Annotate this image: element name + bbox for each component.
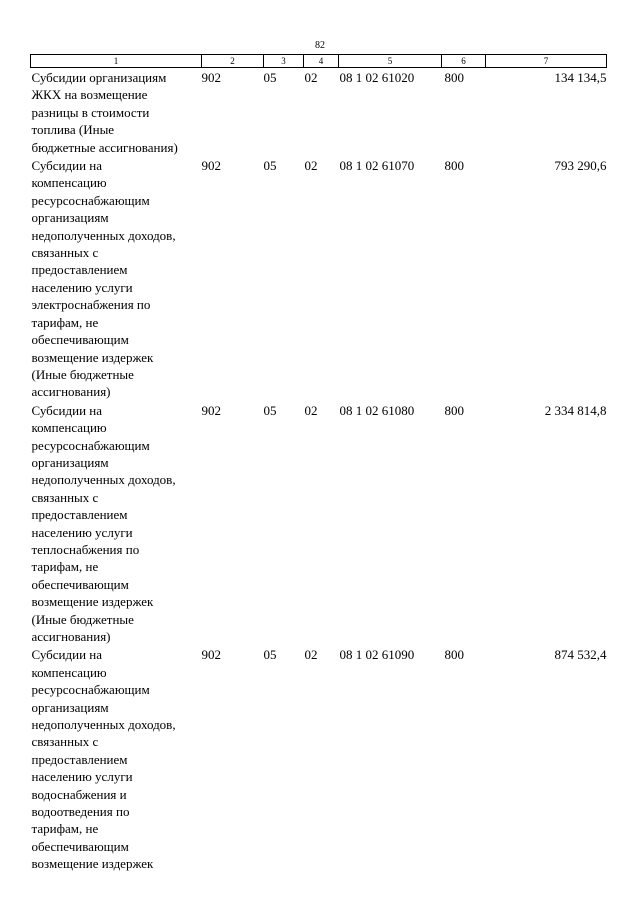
section-code: 05 (263, 402, 277, 418)
row-name-line: предоставлением (31, 262, 128, 278)
row-name-line: обеспечивающим (31, 576, 129, 592)
row-name-line: связанных с (31, 245, 99, 261)
row-name-line: разницы в стоимости (31, 104, 150, 120)
subsection-code: 02 (304, 402, 318, 418)
target-article-code: 08 1 02 61020 (339, 70, 415, 85)
row-name-line: (Иные бюджетные (31, 366, 134, 382)
ministry-code: 902 (201, 402, 221, 418)
column-number: 3 (264, 55, 304, 68)
row-name-line: недополученных доходов, (31, 472, 176, 488)
section-code: 05 (263, 158, 277, 174)
budget-table (30, 54, 607, 873)
amount-value: 2 334 814,8 (544, 402, 607, 418)
section-code: 05 (263, 70, 277, 85)
row-name-line: Субсидии организациям (31, 70, 167, 85)
row-name-line: организациям (31, 210, 109, 226)
column-number: 6 (442, 55, 486, 68)
subsection-code: 02 (304, 158, 318, 174)
row-name-line: населению услуги (31, 279, 133, 295)
column-number-row (31, 55, 607, 68)
row-name-line: тарифам, не (31, 559, 99, 575)
target-article-code: 08 1 02 61070 (339, 158, 415, 174)
ministry-code: 902 (201, 158, 221, 174)
row-name-line: обеспечивающим (31, 838, 129, 854)
row-name-line: компенсацию (31, 175, 107, 191)
table-row (31, 156, 607, 401)
row-name-line: организациям (31, 699, 109, 715)
table-body (31, 68, 607, 873)
table-row (31, 401, 607, 646)
row-name-line: водоснабжения и (31, 786, 127, 802)
row-name (31, 645, 202, 872)
row-name-line: ресурсоснабжающим (31, 437, 150, 453)
row-name-line: бюджетные ассигнования) (31, 139, 178, 155)
table-row (31, 68, 607, 157)
amount-value: 134 134,5 (554, 70, 607, 85)
row-name-line: теплоснабжения по (31, 541, 140, 557)
row-name-line: недополученных доходов, (31, 717, 176, 733)
row-name-line: (Иные бюджетные (31, 611, 134, 627)
column-number: 4 (304, 55, 339, 68)
column-number: 1 (31, 55, 202, 68)
row-name-line: предоставлением (31, 507, 128, 523)
target-article-code: 08 1 02 61080 (339, 402, 415, 418)
expense-type-code: 800 (444, 647, 464, 663)
row-name-line: возмещение издержек (31, 349, 154, 365)
expense-type-code: 800 (444, 70, 464, 85)
row-name (31, 68, 202, 157)
row-name-line: электроснабжения по (31, 297, 151, 313)
row-name-line: ассигнования) (31, 629, 111, 644)
row-name-line: Субсидии на (31, 647, 103, 663)
ministry-code: 902 (201, 647, 221, 663)
row-name-line: связанных с (31, 734, 99, 750)
row-name-line: предоставлением (31, 751, 128, 767)
row-name-line: компенсацию (31, 664, 107, 680)
row-name-line: Субсидии на (31, 402, 103, 418)
row-name-line: ассигнования) (31, 384, 111, 400)
expense-type-code: 800 (444, 158, 464, 174)
page-number: 82 (315, 40, 325, 51)
column-number: 5 (339, 55, 442, 68)
table-row (31, 645, 607, 872)
target-article-code: 08 1 02 61090 (339, 647, 415, 663)
section-code: 05 (263, 647, 277, 663)
row-name-line: связанных с (31, 489, 99, 505)
row-name-line: водоотведения по (31, 804, 130, 820)
row-name-line: недополученных доходов, (31, 227, 176, 243)
row-name-line: ресурсоснабжающим (31, 682, 150, 698)
row-name-line: ресурсоснабжающим (31, 192, 150, 208)
subsection-code: 02 (304, 647, 318, 663)
row-name-line: тарифам, не (31, 821, 99, 837)
row-name (31, 156, 202, 401)
row-name-line: населению услуги (31, 769, 133, 785)
row-name-line: возмещение издержек (31, 594, 154, 610)
row-name-line: организациям (31, 454, 109, 470)
expense-type-code: 800 (444, 402, 464, 418)
ministry-code: 902 (201, 70, 221, 85)
row-name-line: населению услуги (31, 524, 133, 540)
amount-value: 874 532,4 (554, 647, 607, 663)
row-name-line: тарифам, не (31, 314, 99, 330)
row-name-line: обеспечивающим (31, 332, 129, 348)
row-name-line: возмещение издержек (31, 856, 154, 872)
subsection-code: 02 (304, 70, 318, 85)
row-name-line: ЖКХ на возмещение (31, 87, 148, 103)
row-name-line: Субсидии на (31, 158, 103, 174)
column-number: 7 (486, 55, 607, 68)
row-name (31, 401, 202, 646)
row-name-line: топлива (Иные (31, 122, 115, 138)
column-number: 2 (202, 55, 264, 68)
amount-value: 793 290,6 (554, 158, 607, 174)
row-name-line: компенсацию (31, 420, 107, 436)
